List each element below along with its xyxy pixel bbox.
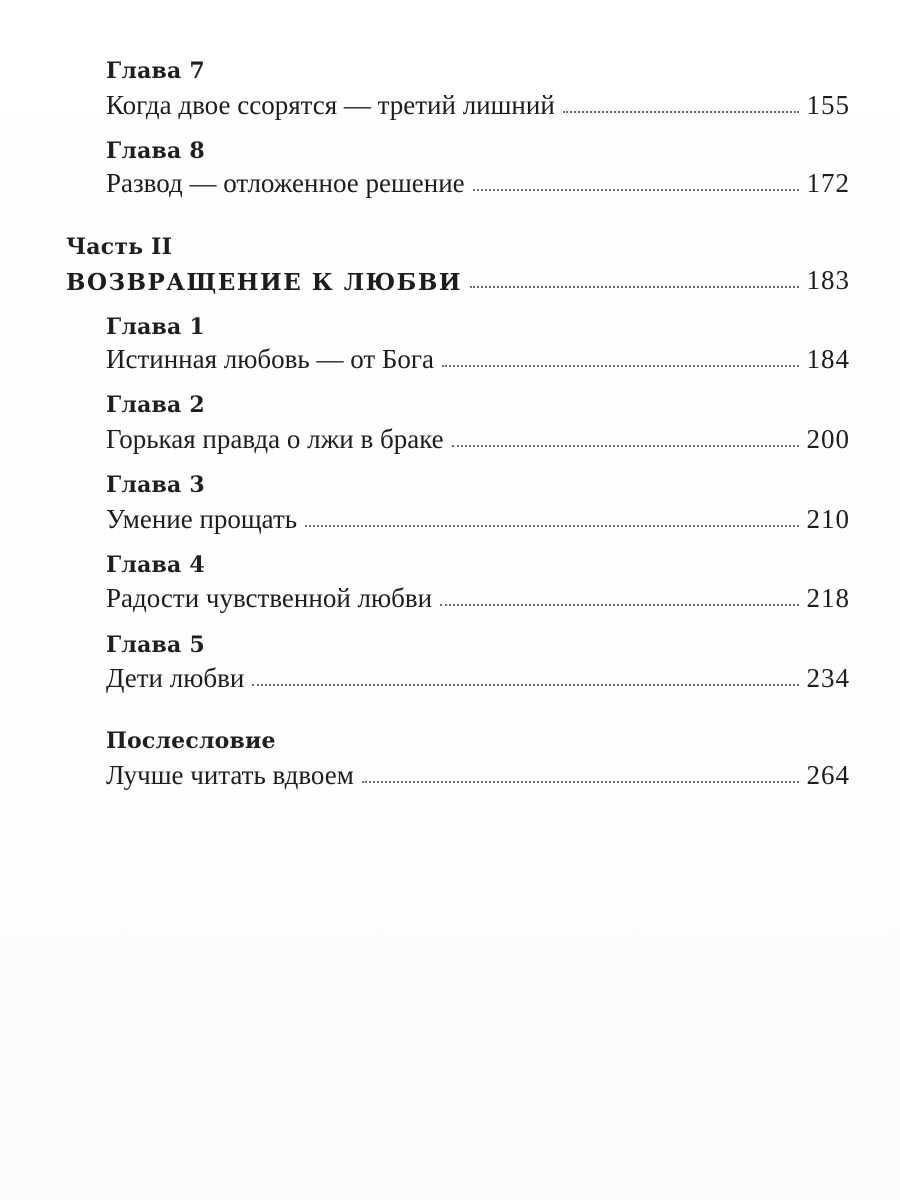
dot-leader [473, 189, 799, 191]
afterword-page-number: 264 [806, 760, 850, 790]
chapter-1-title: Истинная любовь — от Бога [106, 344, 434, 374]
chapter-2-page-number: 200 [806, 424, 850, 454]
chapter-3-heading: Глава 3 [106, 472, 205, 498]
toc-entry-chapter-8 [106, 170, 850, 197]
dot-leader [252, 684, 798, 686]
chapter-1-heading: Глава 1 [106, 314, 205, 340]
part-2-page-number: 183 [806, 265, 850, 295]
dot-leader [440, 604, 798, 606]
dot-leader [470, 286, 799, 288]
chapter-7-page-number: 155 [806, 90, 850, 120]
afterword-heading: Послесловие [106, 728, 276, 754]
chapter-2-heading: Глава 2 [106, 392, 205, 418]
chapter-5-title: Дети любви [106, 663, 245, 693]
toc-entry-chapter-2 [106, 426, 850, 453]
chapter-2-title: Горькая правда о лжи в браке [106, 424, 444, 454]
dot-leader [362, 781, 799, 783]
chapter-5-heading: Глава 5 [106, 632, 205, 658]
chapter-7-heading: Глава 7 [106, 58, 205, 84]
chapter-3-page-number: 210 [806, 504, 850, 534]
toc-entry-chapter-1 [106, 346, 850, 373]
chapter-8-page-number: 172 [806, 168, 850, 198]
dot-leader [563, 111, 799, 113]
toc-entry-chapter-3 [106, 506, 850, 533]
chapter-7-title: Когда двое ссорятся — третий лишний [106, 90, 555, 120]
dot-leader [452, 445, 799, 447]
chapter-1-page-number: 184 [806, 344, 850, 374]
chapter-4-title: Радости чувственной любви [106, 583, 433, 613]
part-2-title: ВОЗВРАЩЕНИЕ К ЛЮБВИ [66, 269, 462, 296]
dot-leader [442, 365, 799, 367]
toc-entry-chapter-7 [106, 92, 850, 119]
chapter-8-title: Развод — отложенное решение [106, 168, 465, 198]
afterword-title: Лучше читать вдвоем [106, 760, 354, 790]
part-2-heading: Часть II [66, 234, 173, 260]
toc-entry-chapter-4 [106, 585, 850, 612]
chapter-4-heading: Глава 4 [106, 552, 205, 578]
chapter-8-heading: Глава 8 [106, 138, 205, 164]
dot-leader [305, 525, 798, 527]
chapter-5-page-number: 234 [806, 663, 850, 693]
toc-entry-part-2 [66, 267, 850, 294]
toc-entry-afterword [106, 762, 850, 789]
toc-entry-chapter-5 [106, 665, 850, 692]
chapter-4-page-number: 218 [806, 583, 850, 613]
chapter-3-title: Умение прощать [106, 504, 298, 534]
